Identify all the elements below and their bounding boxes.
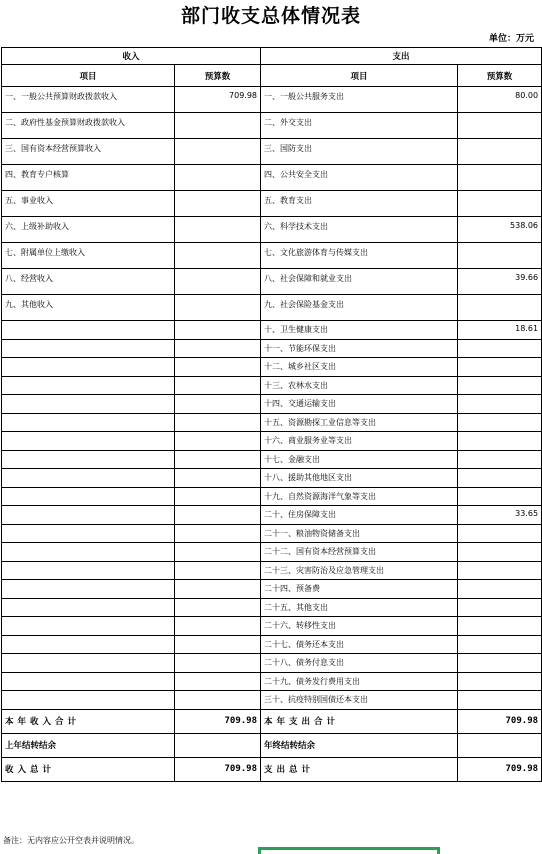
income-item-cell xyxy=(2,432,175,451)
income-value-cell xyxy=(175,635,261,654)
table-row xyxy=(2,432,542,451)
income-value-cell xyxy=(175,413,261,432)
section-header-row xyxy=(2,48,542,65)
income-value-cell xyxy=(175,395,261,414)
table-row xyxy=(2,506,542,525)
income-item-cell xyxy=(2,506,175,525)
expense-item-cell: 三、国防支出 xyxy=(261,139,458,165)
expense-item-cell: 十、卫生健康支出 xyxy=(261,321,458,340)
expense-value-cell xyxy=(458,395,542,414)
expense-value-cell xyxy=(458,672,542,691)
year-end-value xyxy=(458,733,542,757)
income-item-cell xyxy=(2,376,175,395)
expense-value-cell xyxy=(458,487,542,506)
income-value-cell xyxy=(175,487,261,506)
income-value-cell xyxy=(175,506,261,525)
income-value-cell xyxy=(175,654,261,673)
income-item-cell: 六、上级补助收入 xyxy=(2,217,175,243)
income-budget-header: 预算数 xyxy=(175,65,261,87)
expense-item-cell: 十四、交通运输支出 xyxy=(261,395,458,414)
expense-item-cell: 二十七、债务还本支出 xyxy=(261,635,458,654)
carryover-label: 上年结转结余 xyxy=(2,733,175,757)
income-item-cell xyxy=(2,635,175,654)
income-value-cell xyxy=(175,376,261,395)
column-header-row xyxy=(2,65,542,87)
table-row xyxy=(2,269,542,295)
income-value-cell xyxy=(175,165,261,191)
income-section-header: 收入 xyxy=(2,48,261,65)
expense-value-cell xyxy=(458,598,542,617)
income-value-cell xyxy=(175,672,261,691)
expense-total-label: 本年支出合计 xyxy=(261,709,458,733)
income-value-cell xyxy=(175,469,261,488)
expense-item-cell: 五、教育支出 xyxy=(261,191,458,217)
table-row xyxy=(2,598,542,617)
expense-value-cell xyxy=(458,295,542,321)
income-item-cell xyxy=(2,413,175,432)
table-row xyxy=(2,113,542,139)
table-row xyxy=(2,617,542,636)
expense-value-cell xyxy=(458,191,542,217)
table-row xyxy=(2,487,542,506)
expense-item-cell: 十二、城乡社区支出 xyxy=(261,358,458,377)
expense-value-cell xyxy=(458,139,542,165)
expense-item-cell: 四、公共安全支出 xyxy=(261,165,458,191)
table-row xyxy=(2,87,542,113)
table-row xyxy=(2,543,542,562)
income-total-value: 709.98 xyxy=(175,709,261,733)
expense-value-cell xyxy=(458,113,542,139)
income-item-cell xyxy=(2,469,175,488)
expense-item-cell: 二十四、预备费 xyxy=(261,580,458,599)
table-row xyxy=(2,580,542,599)
expense-value-cell xyxy=(458,469,542,488)
income-value-cell xyxy=(175,269,261,295)
table-row xyxy=(2,635,542,654)
year-total-row xyxy=(2,709,542,733)
table-row xyxy=(2,321,542,340)
income-item-cell: 二、政府性基金预算财政拨款收入 xyxy=(2,113,175,139)
income-sum-value: 709.98 xyxy=(175,757,261,781)
expense-item-cell: 二十一、粮油物资储备支出 xyxy=(261,524,458,543)
expense-sum-label: 支出总计 xyxy=(261,757,458,781)
income-item-cell xyxy=(2,450,175,469)
expense-item-cell: 二十八、债务付息支出 xyxy=(261,654,458,673)
income-value-cell xyxy=(175,598,261,617)
income-value-cell xyxy=(175,617,261,636)
expense-item-cell: 二十五、其他支出 xyxy=(261,598,458,617)
expense-item-cell: 二十三、灾害防治及应急管理支出 xyxy=(261,561,458,580)
income-item-cell xyxy=(2,358,175,377)
income-item-cell: 五、事业收入 xyxy=(2,191,175,217)
income-value-cell xyxy=(175,580,261,599)
expense-item-cell: 七、文化旅游体育与传媒支出 xyxy=(261,243,458,269)
expense-item-cell: 二十、住房保障支出 xyxy=(261,506,458,525)
income-item-cell xyxy=(2,395,175,414)
carryover-value xyxy=(175,733,261,757)
income-item-cell xyxy=(2,654,175,673)
expense-item-cell: 九、社会保险基金支出 xyxy=(261,295,458,321)
income-item-cell xyxy=(2,598,175,617)
expense-value-cell: 538.06 xyxy=(458,217,542,243)
income-value-cell xyxy=(175,139,261,165)
income-value-cell xyxy=(175,217,261,243)
budget-table xyxy=(1,47,542,782)
expense-item-cell: 十七、金融支出 xyxy=(261,450,458,469)
expense-value-cell xyxy=(458,165,542,191)
income-item-cell: 九、其他收入 xyxy=(2,295,175,321)
income-item-cell: 一、一般公共预算财政拨款收入 xyxy=(2,87,175,113)
income-value-cell xyxy=(175,113,261,139)
expense-value-cell xyxy=(458,635,542,654)
income-item-cell xyxy=(2,561,175,580)
income-sum-label: 收入总计 xyxy=(2,757,175,781)
table-row xyxy=(2,191,542,217)
income-item-cell: 七、附属单位上缴收入 xyxy=(2,243,175,269)
table-row xyxy=(2,450,542,469)
expense-value-cell xyxy=(458,339,542,358)
expense-value-cell xyxy=(458,413,542,432)
expense-item-cell: 二十六、转移性支出 xyxy=(261,617,458,636)
expense-item-cell: 二十九、债务发行费用支出 xyxy=(261,672,458,691)
income-item-header: 项目 xyxy=(2,65,175,87)
income-item-cell xyxy=(2,617,175,636)
income-value-cell xyxy=(175,432,261,451)
income-value-cell xyxy=(175,358,261,377)
expense-value-cell xyxy=(458,691,542,710)
income-value-cell xyxy=(175,339,261,358)
income-item-cell xyxy=(2,487,175,506)
carryover-row xyxy=(2,733,542,757)
expense-value-cell: 18.61 xyxy=(458,321,542,340)
income-item-cell xyxy=(2,543,175,562)
expense-sum-value: 709.98 xyxy=(458,757,542,781)
income-total-label: 本年收入合计 xyxy=(2,709,175,733)
expense-value-cell: 80.00 xyxy=(458,87,542,113)
expense-item-cell: 二、外交支出 xyxy=(261,113,458,139)
unit-label: 单位：万元 xyxy=(488,34,534,44)
income-item-cell xyxy=(2,339,175,358)
table-row xyxy=(2,376,542,395)
expense-budget-header: 预算数 xyxy=(458,65,542,87)
table-row xyxy=(2,243,542,269)
expense-item-cell: 三十、抗疫特别国债还本支出 xyxy=(261,691,458,710)
year-end-label: 年终结转结余 xyxy=(261,733,458,757)
expense-item-cell: 十一、节能环保支出 xyxy=(261,339,458,358)
expense-value-cell xyxy=(458,654,542,673)
income-value-cell: 709.98 xyxy=(175,87,261,113)
table-row xyxy=(2,672,542,691)
expense-item-cell: 十六、商业服务业等支出 xyxy=(261,432,458,451)
expense-value-cell xyxy=(458,376,542,395)
income-value-cell xyxy=(175,295,261,321)
expense-item-cell: 十五、资源勘探工业信息等支出 xyxy=(261,413,458,432)
income-value-cell xyxy=(175,543,261,562)
expense-item-cell: 八、社会保障和就业支出 xyxy=(261,269,458,295)
table-row xyxy=(2,413,542,432)
expense-value-cell xyxy=(458,524,542,543)
expense-total-value: 709.98 xyxy=(458,709,542,733)
table-row xyxy=(2,561,542,580)
income-item-cell xyxy=(2,580,175,599)
income-item-cell xyxy=(2,691,175,710)
income-item-cell xyxy=(2,524,175,543)
expense-value-cell xyxy=(458,243,542,269)
expense-item-cell: 六、科学技术支出 xyxy=(261,217,458,243)
table-row xyxy=(2,524,542,543)
expense-value-cell xyxy=(458,617,542,636)
expense-value-cell xyxy=(458,561,542,580)
expense-item-cell: 十九、自然资源海洋气象等支出 xyxy=(261,487,458,506)
selected-cell-indicator xyxy=(258,847,440,854)
income-item-cell xyxy=(2,321,175,340)
income-item-cell: 四、教育专户核算 xyxy=(2,165,175,191)
income-item-cell xyxy=(2,672,175,691)
table-row xyxy=(2,358,542,377)
note-text: 备注：无内容应公开空表并说明情况。 xyxy=(3,836,139,845)
table-row xyxy=(2,339,542,358)
expense-item-cell: 二十二、国有资本经营预算支出 xyxy=(261,543,458,562)
expense-section-header: 支出 xyxy=(261,48,542,65)
income-value-cell xyxy=(175,191,261,217)
table-row xyxy=(2,165,542,191)
table-row xyxy=(2,654,542,673)
expense-value-cell xyxy=(458,580,542,599)
income-item-cell: 八、经营收入 xyxy=(2,269,175,295)
expense-value-cell xyxy=(458,450,542,469)
income-value-cell xyxy=(175,450,261,469)
income-value-cell xyxy=(175,243,261,269)
table-row xyxy=(2,217,542,243)
income-value-cell xyxy=(175,691,261,710)
expense-value-cell: 39.66 xyxy=(458,269,542,295)
expense-item-header: 项目 xyxy=(261,65,458,87)
income-value-cell xyxy=(175,561,261,580)
expense-value-cell: 33.65 xyxy=(458,506,542,525)
page-title: 部门收支总体情况表 xyxy=(180,5,361,27)
expense-value-cell xyxy=(458,543,542,562)
expense-item-cell: 一、一般公共服务支出 xyxy=(261,87,458,113)
table-row xyxy=(2,295,542,321)
income-value-cell xyxy=(175,321,261,340)
expense-item-cell: 十八、援助其他地区支出 xyxy=(261,469,458,488)
table-row xyxy=(2,139,542,165)
income-value-cell xyxy=(175,524,261,543)
expense-value-cell xyxy=(458,432,542,451)
table-row xyxy=(2,691,542,710)
table-row xyxy=(2,469,542,488)
grand-total-row xyxy=(2,757,542,781)
expense-value-cell xyxy=(458,358,542,377)
income-item-cell: 三、国有资本经营预算收入 xyxy=(2,139,175,165)
table-row xyxy=(2,395,542,414)
expense-item-cell: 十三、农林水支出 xyxy=(261,376,458,395)
